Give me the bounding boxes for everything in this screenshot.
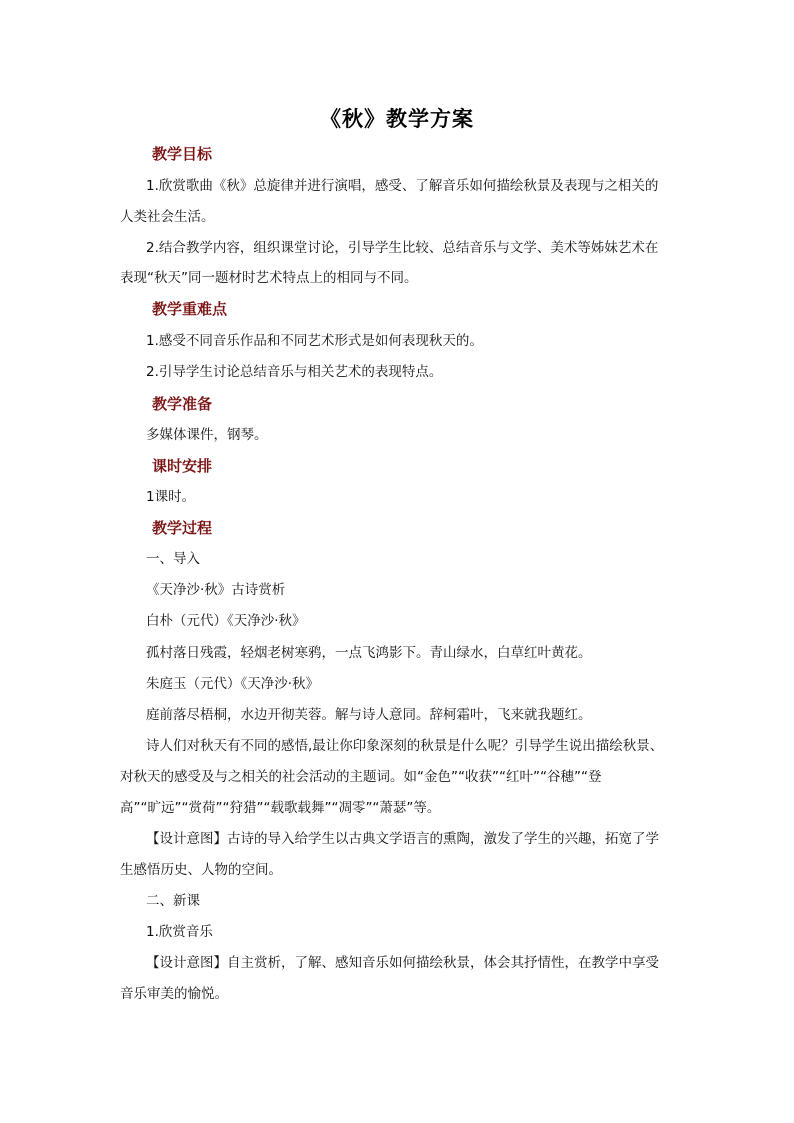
poem-1-text: 孤村落日残霞，轻烟老树寒鸦，一点飞鸿影下。青山绿水，白草红叶黄花。 (146, 645, 592, 661)
objective-1-line-2: 人类社会生活。 (120, 209, 215, 225)
heading-preparation: 教学准备 (152, 395, 213, 413)
poem-section-title: 《天净沙·秋》古诗赏析 (146, 582, 286, 598)
heading-process: 教学过程 (152, 519, 213, 537)
design-intent-2-line-2: 音乐审美的愉悦。 (120, 986, 228, 1002)
heading-key-points: 教学重难点 (152, 300, 228, 318)
schedule-text: 1课时。 (146, 489, 196, 505)
question-line-2: 对秋天的感受及与之相关的社会活动的主题词。如“金色”“收获”“红叶”“谷穗”“登 (120, 769, 602, 785)
question-line-3: 高”“旷远”“赏荷”“狩猎”“载歌载舞”“凋零”“萧瑟”等。 (120, 800, 441, 816)
design-intent-1-line-1: 【设计意图】古诗的导入给学生以古典文学语言的熏陶，激发了学生的兴趣，拓宽了学 (146, 831, 659, 847)
poem-2-text: 庭前落尽梧桐，水边开彻芙蓉。解与诗人意同。辞柯霜叶，飞来就我题红。 (146, 707, 592, 723)
key-point-2: 2.引导学生讨论总结音乐与相关艺术的表现特点。 (146, 364, 443, 380)
poem-1-author: 白朴（元代）《天净沙·秋》 (146, 613, 306, 629)
poem-2-author: 朱庭玉（元代）《天净沙·秋》 (146, 676, 320, 692)
question-line-1: 诗人们对秋天有不同的感悟,最让你印象深刻的秋景是什么呢？引导学生说出描绘秋景、 (146, 738, 664, 754)
page-title: 《秋》教学方案 (320, 107, 474, 131)
heading-objectives: 教学目标 (152, 145, 213, 163)
key-point-1: 1.感受不同音乐作品和不同艺术形式是如何表现秋天的。 (146, 333, 483, 349)
subsection-1-heading: 1.欣赏音乐 (146, 924, 213, 940)
design-intent-1-line-2: 生感悟历史、人物的空间。 (120, 862, 282, 878)
preparation-text: 多媒体课件，钢琴。 (146, 427, 268, 443)
part-1-heading: 一、导入 (146, 551, 200, 567)
design-intent-2-line-1: 【设计意图】自主赏析，了解、感知音乐如何描绘秋景，体会其抒情性，在教学中享受 (146, 955, 659, 971)
objective-2-line-1: 2.结合教学内容，组织课堂讨论，引导学生比较、总结音乐与文学、美术等姊妹艺术在 (146, 240, 659, 256)
heading-schedule: 课时安排 (152, 457, 213, 475)
objective-2-line-2: 表现“秋天”同一题材时艺术特点上的相同与不同。 (120, 270, 418, 286)
objective-1-line-1: 1.欣赏歌曲《秋》总旋律并进行演唱，感受、了解音乐如何描绘秋景及表现与之相关的 (146, 178, 659, 194)
part-2-heading: 二、新课 (146, 893, 200, 909)
